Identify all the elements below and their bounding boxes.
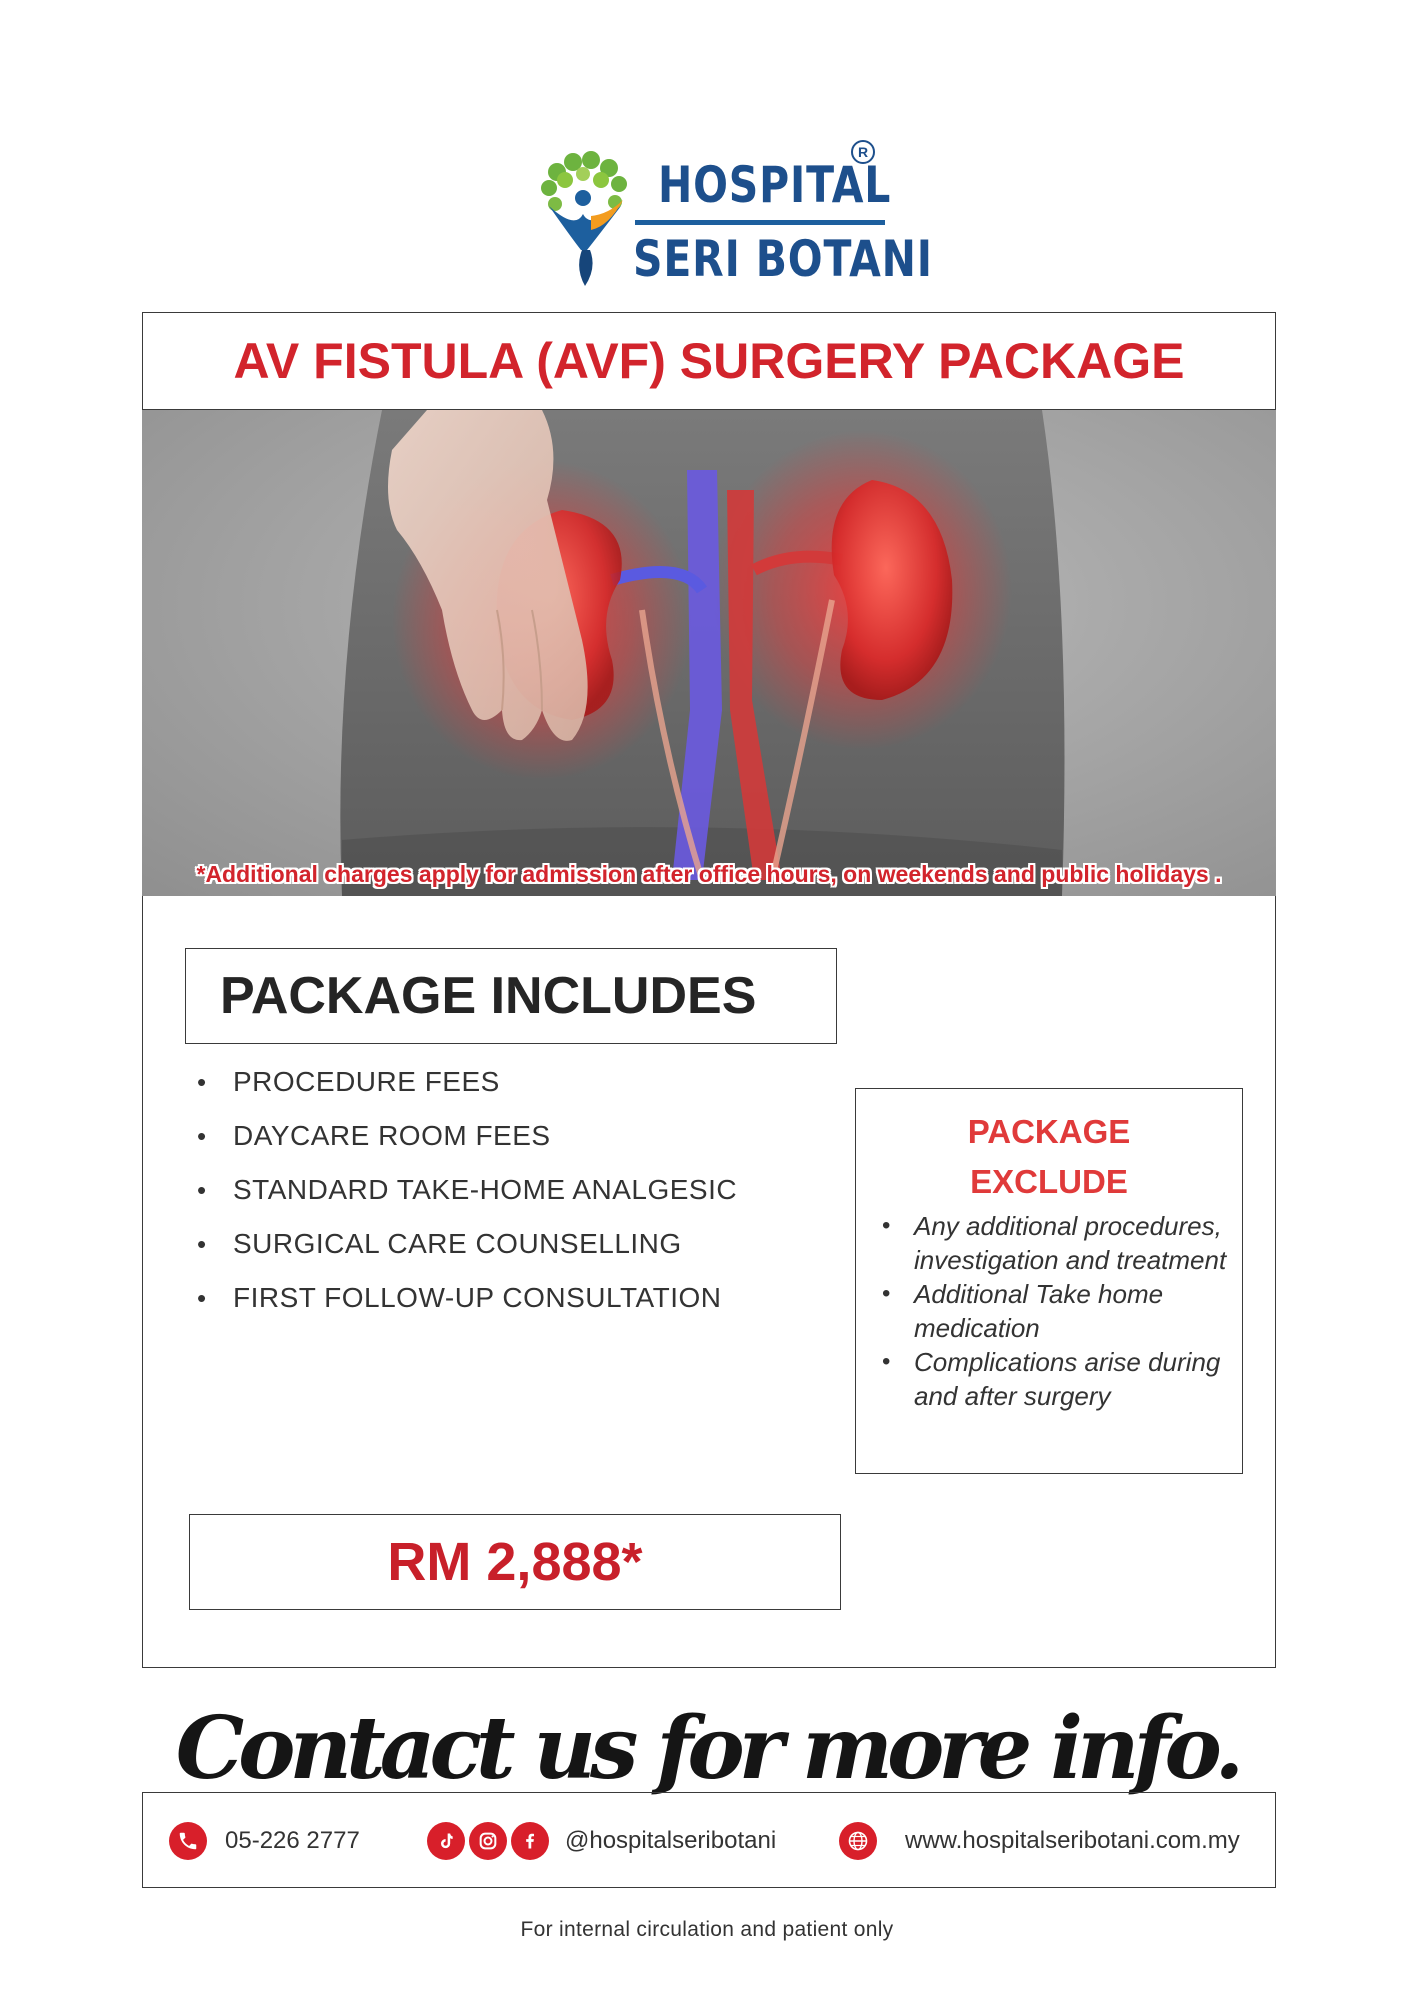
list-item: • Complications arise during and after surgery	[882, 1345, 1237, 1413]
instagram-icon[interactable]	[469, 1822, 507, 1860]
facebook-icon[interactable]	[511, 1822, 549, 1860]
hospital-logo	[535, 138, 933, 296]
list-item: • SURGICAL CARE COUNSELLING	[193, 1228, 793, 1282]
website-link[interactable]: www.hospitalseribotani.com.my	[905, 1827, 1240, 1854]
tiktok-icon[interactable]	[427, 1822, 465, 1860]
contact-website[interactable]	[839, 1821, 1240, 1861]
package-exclude-heading-line1: PACKAGE	[967, 1113, 1131, 1150]
social-handle: @hospitalseribotani	[565, 1827, 777, 1854]
package-exclude-list	[882, 1209, 1237, 1413]
package-includes-list	[193, 1066, 793, 1336]
logo-text-hospital: HOSPITAL	[658, 156, 892, 214]
list-item: • DAYCARE ROOM FEES	[193, 1120, 793, 1174]
list-item: • FIRST FOLLOW-UP CONSULTATION	[193, 1282, 793, 1336]
phone-icon	[169, 1822, 207, 1860]
list-item: • Any additional procedures, investigation and treatment	[882, 1209, 1237, 1277]
package-exclude-heading	[856, 1107, 1242, 1207]
package-price: RM 2,888*	[387, 1532, 643, 1592]
logo-divider	[635, 220, 885, 225]
logo-text-seri-botani: SERI BOTANI	[633, 230, 933, 288]
package-includes-heading-box	[185, 948, 837, 1044]
price-box	[189, 1514, 841, 1610]
list-item: • Additional Take home medication	[882, 1277, 1237, 1345]
package-title: AV FISTULA (AVF) SURGERY PACKAGE	[233, 333, 1185, 389]
package-info-panel	[142, 896, 1276, 1668]
title-banner	[142, 312, 1276, 410]
registered-mark-icon: R	[851, 140, 875, 164]
contact-phone[interactable]	[169, 1821, 360, 1861]
kidney-hero-image	[142, 410, 1276, 896]
list-item: • PROCEDURE FEES	[193, 1066, 793, 1120]
list-item: • STANDARD TAKE-HOME ANALGESIC	[193, 1174, 793, 1228]
additional-charges-note: *Additional charges apply for admission after office hours, on weekends and public holidays .	[196, 861, 1222, 887]
contact-social[interactable]	[427, 1821, 776, 1861]
contact-heading: Contact us for more info.	[175, 1698, 1239, 1799]
kidney-illustration-icon	[142, 410, 1276, 896]
phone-number: 05-226 2777	[225, 1827, 360, 1854]
footer-note: For internal circulation and patient only	[520, 1918, 894, 1941]
package-exclude-heading-line2: EXCLUDE	[970, 1163, 1128, 1200]
contact-bar	[142, 1792, 1276, 1888]
package-exclude-box	[855, 1088, 1243, 1474]
tree-person-logo-icon	[535, 150, 635, 290]
package-includes-heading: PACKAGE INCLUDES	[220, 967, 757, 1025]
globe-icon	[839, 1822, 877, 1860]
